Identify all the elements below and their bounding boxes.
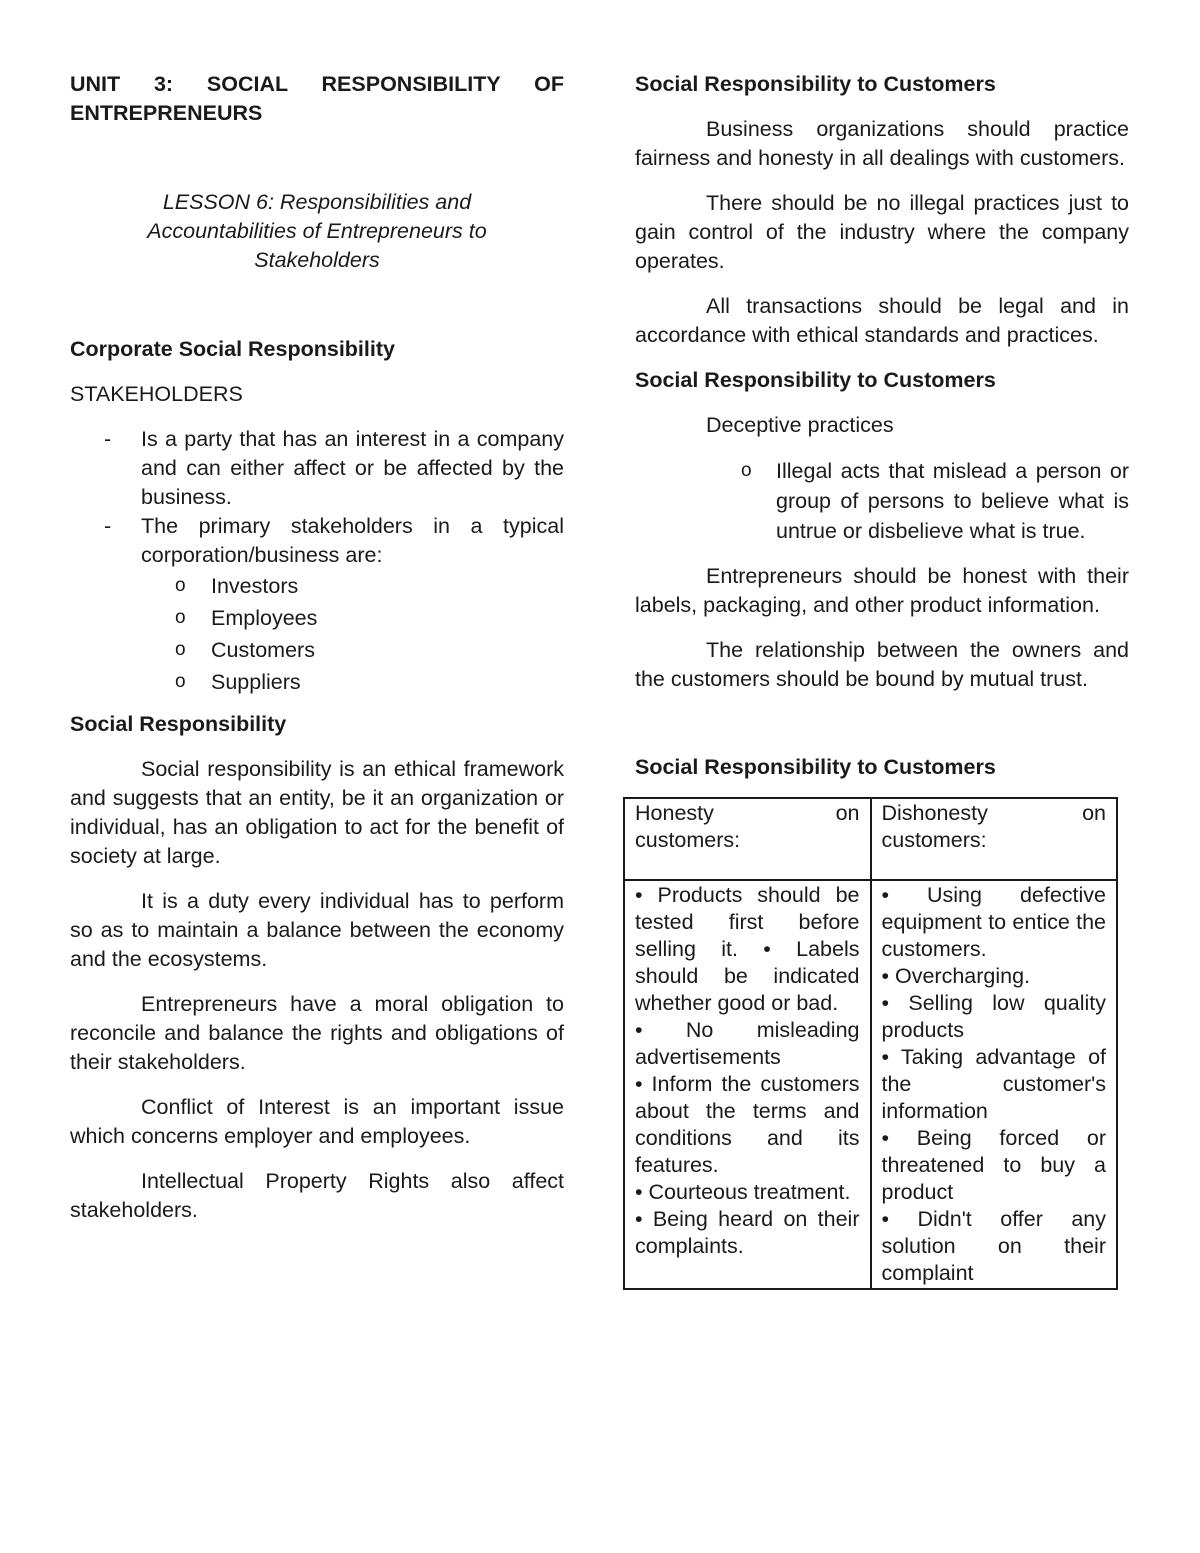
list-item: - Is a party that has an interest in a company and can either affect or be affected by the business. [70,425,564,512]
table-row [624,798,1117,880]
paragraph: Intellectual Property Rights also affect stakeholders. [70,1169,564,1222]
table-cell-item: • Being heard on their complaints. [635,1207,860,1258]
table-header-cell [871,798,1118,880]
paragraph: Entrepreneurs have a moral obligation to reconcile and balance the rights and obligations of their stakeholders. [70,992,564,1074]
paragraph: There should be no illegal practices just to gain control of the industry where the company operates. [635,191,1129,273]
lesson-title-line: Stakeholders [254,248,380,272]
table-header-cell [624,798,871,880]
header-word: customers: [881,828,987,852]
right-column [635,70,1129,1290]
lesson-title [70,188,564,275]
table-row [624,880,1117,1289]
header-word: customers: [635,828,741,852]
table-cell-honesty [624,880,871,1289]
definition-text: Illegal acts that mislead a person or group of persons to believe what is untrue or disbelieve what is true. [776,459,1129,543]
table-cell-item: • Didn't offer any solution on their complaint [881,1207,1106,1285]
paragraph: Social responsibility is an ethical framework and suggests that an entity, be it an organization or individual, has an obligation to act for the benefit of society at large. [70,757,564,868]
header-word: Honesty [635,801,714,825]
stakeholders-label: STAKEHOLDERS [70,382,243,406]
paragraph: It is a duty every individual has to perform so as to maintain a balance between the economy and the ecosystems. [70,889,564,971]
paragraph: Conflict of Interest is an important issue which concerns employer and employees. [70,1095,564,1148]
table-cell-item: • Overcharging. [881,964,1031,988]
table-cell-item: • Using defective equipment to entice the customers. [881,883,1106,961]
header-word: on [835,801,860,825]
customers-heading: Social Responsibility to Customers [635,72,996,96]
table-cell-item: • Being forced or threatened to buy a product [881,1126,1106,1204]
table-cell-item: • Taking advantage of the customer's information [881,1045,1106,1123]
customers-heading: Social Responsibility to Customers [635,755,996,779]
lesson-title-line: LESSON 6: Responsibilities and [162,190,472,214]
table-cell-item: • Courteous treatment. [635,1180,851,1204]
paragraph: All transactions should be legal and in accordance with ethical standards and practices. [635,294,1129,347]
table-cell-item: • Inform the customers about the terms and conditions and its features. [635,1072,860,1177]
paragraph: The relationship between the owners and the customers should be bound by mutual trust. [635,638,1129,691]
lesson-title-line: Accountabilities of Entrepreneurs to [147,219,487,243]
paragraph: Business organizations should practice fairness and honesty in all dealings with customers. [635,117,1129,170]
circle-bullet-icon: o [741,460,752,481]
stakeholder-definition-list [70,425,564,570]
honesty-dishonesty-table [623,797,1118,1290]
list-item: o Investors [70,570,564,602]
header-word: on [1082,801,1106,825]
list-item: o Suppliers [70,666,564,698]
table-cell-item: • No misleading advertisements [635,1018,860,1069]
unit-title: UNIT 3: SOCIAL RESPONSIBILITY OF ENTREPRENEURS [70,72,564,125]
header-word: Dishonesty [881,801,988,825]
table-cell-item: • Selling low quality products [881,991,1106,1042]
paragraph: Entrepreneurs should be honest with their labels, packaging, and other product information. [635,564,1129,617]
table-cell-item: • Products should be tested first before selling it. • Labels should be indicated whether good or bad. [635,883,860,1015]
customers-heading: Social Responsibility to Customers [635,368,996,392]
header-line [882,800,1107,827]
stakeholder-types-list [70,570,564,698]
left-column [70,70,564,1225]
deceptive-practices-label: Deceptive practices [706,413,894,437]
header-line [635,800,860,827]
list-item: o Employees [70,602,564,634]
list-item: o Customers [70,634,564,666]
list-item: - The primary stakeholders in a typical corporation/business are: [70,512,564,570]
table-cell-dishonesty [871,880,1118,1289]
deceptive-practices-definition [635,456,1129,546]
csr-heading: Corporate Social Responsibility [70,337,395,361]
social-responsibility-heading: Social Responsibility [70,712,287,736]
